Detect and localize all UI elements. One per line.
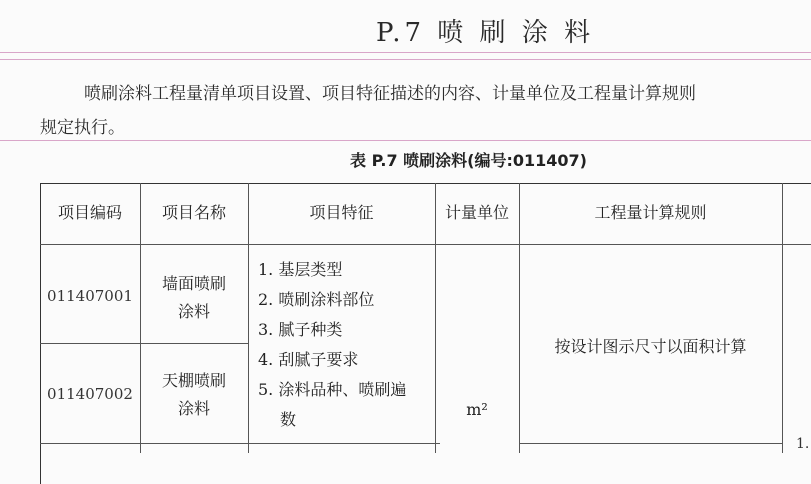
- header-unit: 计量单位: [444, 203, 509, 222]
- intro-paragraph-line1: 喷刷涂料工程量清单项目设置、项目特征描述的内容、计量单位及工程量计算规则: [84, 84, 696, 104]
- column-divider: [248, 183, 249, 453]
- feature-item: 1. 基层类型: [258, 260, 343, 279]
- feature-list: [258, 255, 406, 435]
- cropped-column-fragment: 1.: [796, 436, 810, 452]
- header-rule-second: [0, 59, 811, 60]
- row-divider: [40, 343, 249, 344]
- feature-item: 3. 腻子种类: [258, 320, 343, 339]
- table-caption: 表 P.7 喷刷涂料(编号:011407): [350, 151, 587, 170]
- column-divider: [782, 183, 783, 453]
- intro-paragraph-line2: 规定执行。: [40, 118, 125, 138]
- header-features: 项目特征: [309, 203, 374, 222]
- feature-item: 数: [280, 410, 297, 429]
- item-name-line: 墙面喷刷: [161, 274, 226, 293]
- header-rule: [0, 52, 811, 53]
- item-name-line: 天棚喷刷: [161, 371, 226, 390]
- feature-item: 5. 涂料品种、喷刷遍: [258, 380, 407, 399]
- item-code: 011407001: [47, 287, 133, 305]
- header-name: 项目名称: [161, 203, 226, 222]
- item-name: [140, 270, 248, 326]
- item-name-line: 涂料: [177, 399, 210, 418]
- item-code: 011407002: [47, 385, 133, 403]
- unit-value: m²: [466, 400, 488, 419]
- header-rule: 工程量计算规则: [594, 203, 707, 222]
- item-name-line: 涂料: [177, 302, 210, 321]
- header-row-divider: [40, 244, 811, 245]
- paragraph-divider: [0, 140, 811, 141]
- column-divider: [519, 183, 520, 453]
- feature-item: 4. 刮腻子要求: [258, 350, 359, 369]
- calculation-rule: 按设计图示尺寸以面积计算: [554, 337, 747, 356]
- feature-item: 2. 喷刷涂料部位: [258, 290, 375, 309]
- row-divider-lower: [40, 443, 440, 444]
- rule-cell-divider: [520, 443, 782, 444]
- header-code: 项目编码: [57, 203, 122, 222]
- item-name: [140, 367, 248, 423]
- section-title: P.7 喷 刷 涂 料: [376, 18, 595, 48]
